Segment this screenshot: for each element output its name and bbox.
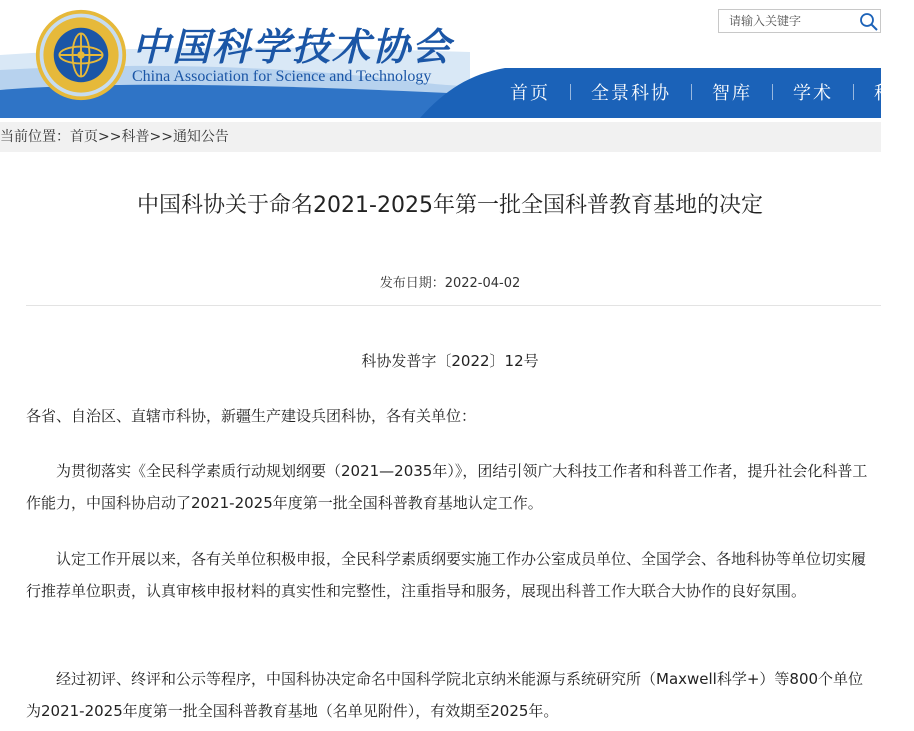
cast-emblem-icon[interactable] — [34, 8, 128, 102]
breadcrumb-separator: >> — [98, 129, 122, 145]
document-number: 科协发普字〔2022〕12号 — [361, 352, 539, 370]
logo-chinese-name[interactable]: 中国科学技术协会 — [132, 24, 453, 69]
publish-date — [0, 272, 900, 291]
divider — [26, 305, 881, 306]
search-icon[interactable] — [859, 12, 879, 32]
breadcrumb-separator: >> — [149, 129, 173, 145]
article-paragraph: 为贯彻落实《全民科学素质行动规划纲要（2021—2035年）》，团结引领广大科技工作者和科普工作者，提升社会化科普工作能力，中国科协启动了2021-2025年度第一批全国科普教育基地认定工作。 — [26, 462, 868, 512]
nav-science[interactable]: 科 — [874, 83, 894, 104]
breadcrumb-home[interactable]: 首页 — [70, 129, 98, 145]
publish-date-label: 发布日期： — [379, 276, 445, 291]
main-nav — [490, 70, 914, 114]
article-paragraph: 认定工作开展以来，各有关单位积极申报，全民科学素质纲要实施工作办公室成员单位、全国学会、各地科协等单位切实履行推荐单位职责，认真审核申报材料的真实性和完整性，注重指导和服务，展现出科普工作大联合大协作的良好氛围。 — [26, 550, 867, 600]
nav-academic[interactable]: 学术 — [793, 83, 833, 104]
site-header — [0, 0, 894, 118]
nav-think-tank[interactable]: 智库 — [712, 83, 752, 104]
nav-home[interactable]: 首页 — [510, 83, 550, 104]
article-paragraph: 经过初评、终评和公示等程序，中国科协决定命名中国科学院北京纳米能源与系统研究所（Maxwell科学+）等800个单位为2021-2025年度第一批全国科普教育基地（名单见附件），有效期至2025年。 — [26, 670, 864, 720]
breadcrumb-science[interactable]: 科普 — [121, 129, 150, 145]
breadcrumb-notices[interactable]: 通知公告 — [172, 129, 229, 145]
breadcrumb-prefix: 当前位置： — [0, 129, 70, 145]
article-salutation: 各省、自治区、直辖市科协，新疆生产建设兵团科协，各有关单位： — [26, 407, 477, 425]
search-input[interactable] — [719, 10, 849, 32]
article-title: 中国科协关于命名2021-2025年第一批全国科普教育基地的决定 — [137, 193, 763, 218]
publish-date-value: 2022-04-02 — [444, 276, 521, 291]
logo-english-name[interactable]: China Association for Science and Technology — [132, 68, 432, 85]
breadcrumb — [0, 122, 881, 152]
nav-panorama[interactable]: 全景科协 — [591, 83, 671, 104]
search-box — [718, 9, 881, 33]
